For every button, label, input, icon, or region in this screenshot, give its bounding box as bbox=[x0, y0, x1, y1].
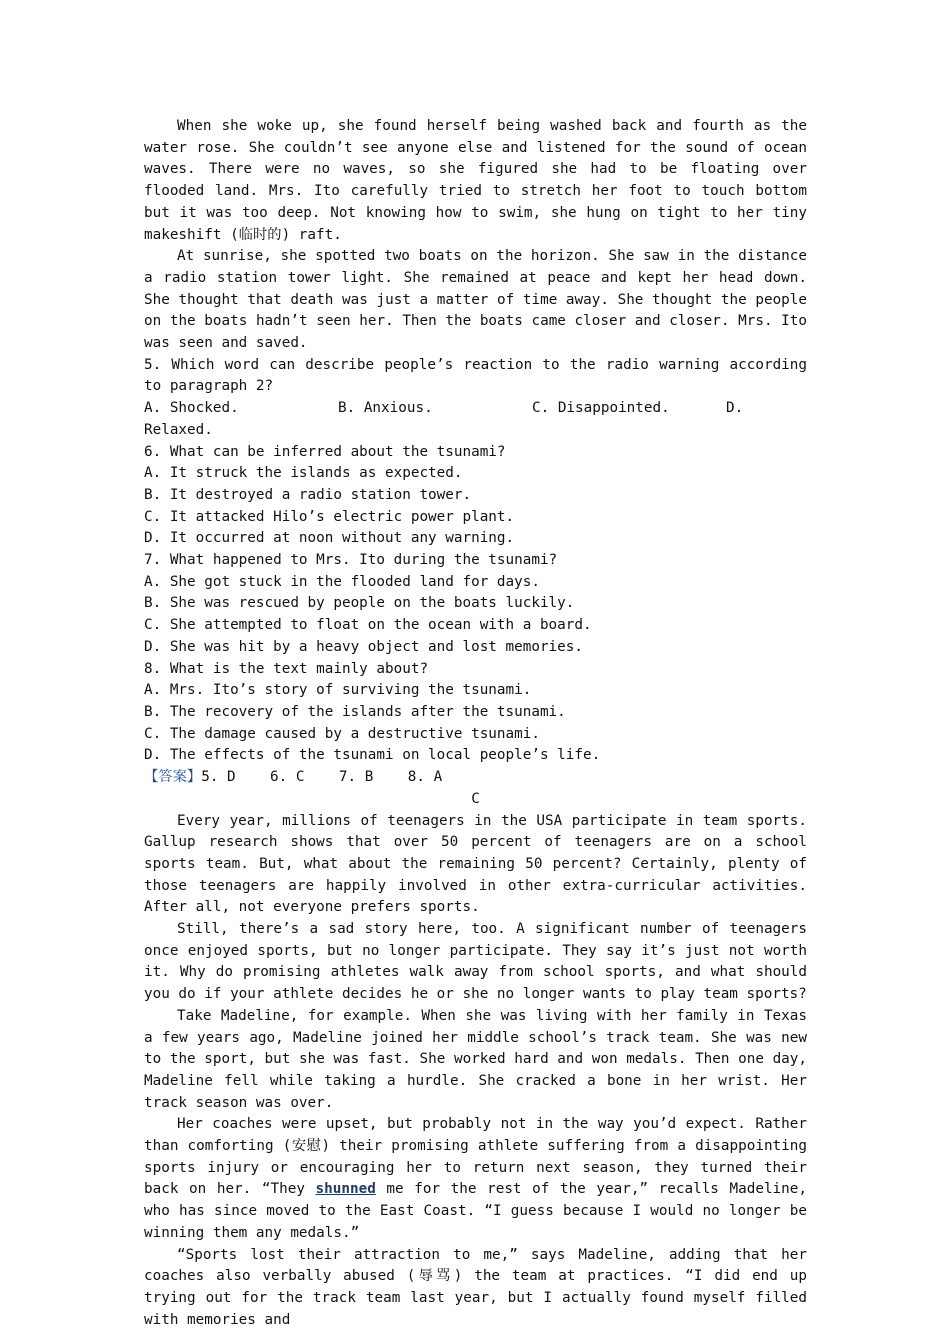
option-d-text: Relaxed. bbox=[144, 421, 213, 438]
paragraph-c-5: “Sports lost their attraction to me,” says Madeline, adding that her coaches also verbally abused (辱骂) the team at practices. “I did end up trying out for the track team last year, but I actually found myself filled with memories and bbox=[144, 1246, 807, 1328]
question-7 bbox=[144, 550, 807, 659]
question-6-stem: 6. What can be inferred about the tsunami? bbox=[144, 443, 506, 460]
option-d: D. The effects of the tsunami on local people’s life. bbox=[144, 747, 601, 764]
paragraph-c-1: Every year, millions of teenagers in the USA participate in team sports. Gallup research shows that over 50 percent of teenagers are on a school sports team. But, what about the remaining 50 percent? Certainly, plenty of those teenagers are happily involved in other extra-curricular activities. After all, not everyone prefers sports. bbox=[144, 812, 807, 916]
option-c: C. Disappointed. bbox=[532, 400, 670, 417]
option-c: C. She attempted to float on the ocean with a board. bbox=[144, 617, 592, 634]
option-b: B. The recovery of the islands after the tsunami. bbox=[144, 703, 566, 720]
option-c: C. The damage caused by a destructive tsunami. bbox=[144, 725, 540, 742]
paragraph-c-4-start: Her coaches were upset, but probably not in the way you’d expect. Rather than comforting (安慰) their promising athlete suffering from a disappointing sports injury or encouraging her to return next season, they turned their back on her. “They bbox=[144, 1116, 807, 1198]
option-a: A. She got stuck in the flooded land for days. bbox=[144, 573, 540, 590]
question-6 bbox=[144, 442, 807, 551]
section-heading-c: C bbox=[471, 790, 480, 807]
underlined-word-shunned: shunned bbox=[315, 1181, 376, 1198]
option-b: B. Anxious. bbox=[338, 400, 433, 417]
paragraph-c-2: Still, there’s a sad story here, too. A significant number of teenagers once enjoyed sports, but no longer participate. They say it’s just not worth it. Why do promising athletes walk away from school sports, and what should you do if your athlete decides he or she no longer wants to play team sports? bbox=[144, 921, 807, 1003]
question-5-stem: 5. Which word can describe people’s reaction to the radio warning according to paragraph 2? bbox=[144, 356, 807, 395]
question-5 bbox=[144, 355, 807, 442]
option-a: A. Shocked. bbox=[144, 400, 239, 417]
question-8 bbox=[144, 659, 807, 768]
option-d-letter: D. bbox=[726, 400, 744, 417]
paragraph-sunrise: At sunrise, she spotted two boats on the horizon. She saw in the distance a radio station tower light. She remained at peace and kept her head down. She thought that death was just a matter of time away. She thought the people on the boats hadn’t seen her. Then the boats came closer and closer. Mrs. Ito was seen and saved. bbox=[144, 248, 807, 352]
option-b: B. She was rescued by people on the boats luckily. bbox=[144, 595, 575, 612]
question-7-stem: 7. What happened to Mrs. Ito during the tsunami? bbox=[144, 552, 558, 569]
option-c: C. It attacked Hilo’s electric power plant. bbox=[144, 508, 515, 525]
paragraph-c-4-end: me for the rest of the year,” recalls Madeline, who has since moved to the East Coast. “I guess because I would no longer be winning them any medals.” bbox=[144, 1181, 807, 1241]
document-page bbox=[144, 116, 807, 1331]
answer-text: 5. D 6. C 7. B 8. A bbox=[201, 769, 443, 786]
answer-label: 【答案】 bbox=[144, 769, 202, 786]
option-a: A. It struck the islands as expected. bbox=[144, 465, 463, 482]
paragraph-c-4 bbox=[144, 1114, 807, 1244]
question-8-stem: 8. What is the text mainly about? bbox=[144, 660, 429, 677]
paragraph-woke-up: When she woke up, she found herself being washed back and fourth as the water rose. She couldn’t see anyone else and listened for the sound of ocean waves. There were no waves, so she figured she had to be floating over flooded land. Mrs. Ito carefully tried to stretch her foot to touch bottom but it was too deep. Not knowing how to swim, she hung on tight to her tiny makeshift (临时的) raft. bbox=[144, 118, 807, 243]
answer-key bbox=[144, 767, 807, 789]
option-a: A. Mrs. Ito’s story of surviving the tsunami. bbox=[144, 682, 532, 699]
option-d: D. She was hit by a heavy object and lost memories. bbox=[144, 638, 583, 655]
option-d: D. It occurred at noon without any warning. bbox=[144, 530, 515, 547]
paragraph-c-3: Take Madeline, for example. When she was living with her family in Texas a few years ago, Madeline joined her middle school’s track team. She was new to the sport, but she was fast. She worked hard and won medals. Then one day, Madeline fell while taking a hurdle. She cracked a bone in her wrist. Her track season was over. bbox=[144, 1007, 807, 1111]
option-b: B. It destroyed a radio station tower. bbox=[144, 486, 472, 503]
question-5-options bbox=[144, 398, 807, 420]
